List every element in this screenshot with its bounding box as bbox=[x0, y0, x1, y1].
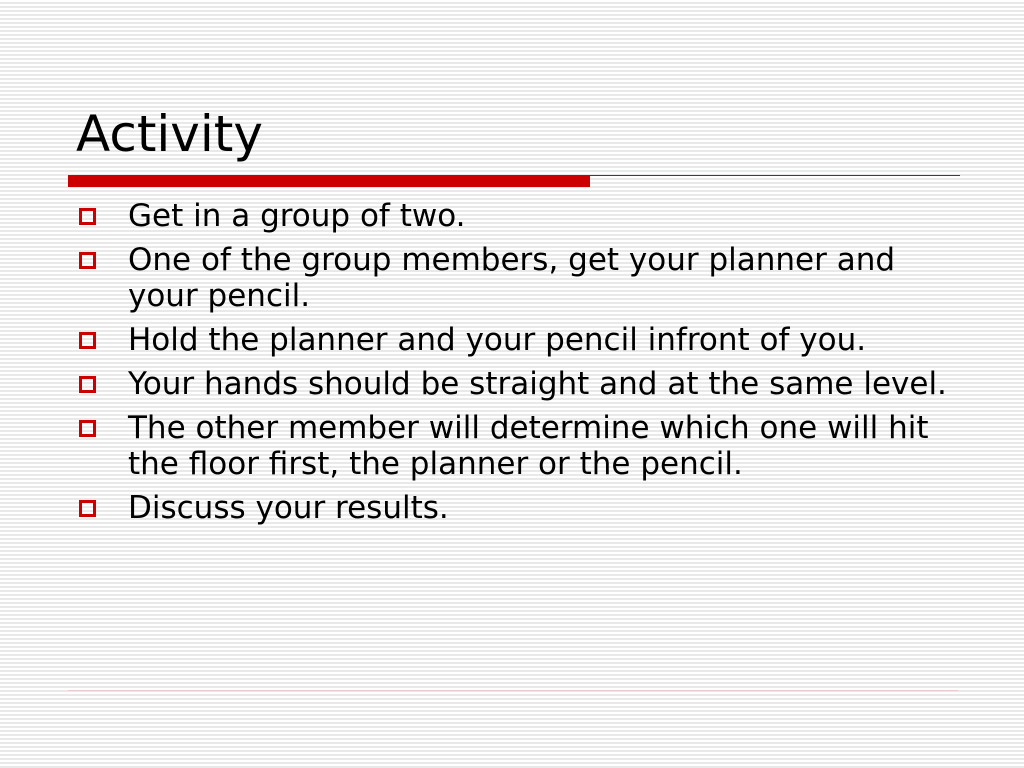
bullet-text: Discuss your results. bbox=[128, 490, 449, 526]
hollow-square-bullet-icon bbox=[79, 500, 96, 517]
bullet-item bbox=[76, 410, 956, 482]
bullet-item bbox=[76, 366, 956, 402]
bullet-item bbox=[76, 242, 956, 314]
bullet-text: The other member will determine which one will hit the floor first, the planner or the pencil. bbox=[128, 410, 929, 482]
bullet-text: One of the group members, get your planner and your pencil. bbox=[128, 242, 896, 314]
slide-title: Activity bbox=[76, 105, 263, 163]
bullet-text: Get in a group of two. bbox=[128, 198, 466, 234]
hollow-square-bullet-icon bbox=[79, 420, 96, 437]
bullet-item bbox=[76, 198, 956, 234]
title-underline-thick bbox=[68, 175, 590, 187]
bullet-list bbox=[76, 198, 956, 534]
title-underline-thin bbox=[590, 175, 960, 176]
bullet-item bbox=[76, 490, 956, 526]
bullet-text: Your hands should be straight and at the same level. bbox=[128, 366, 947, 402]
bullet-item bbox=[76, 322, 956, 358]
hollow-square-bullet-icon bbox=[79, 332, 96, 349]
hollow-square-bullet-icon bbox=[79, 376, 96, 393]
hollow-square-bullet-icon bbox=[79, 252, 96, 269]
hollow-square-bullet-icon bbox=[79, 208, 96, 225]
footer-divider bbox=[68, 690, 958, 691]
bullet-text: Hold the planner and your pencil infront of you. bbox=[128, 322, 867, 358]
